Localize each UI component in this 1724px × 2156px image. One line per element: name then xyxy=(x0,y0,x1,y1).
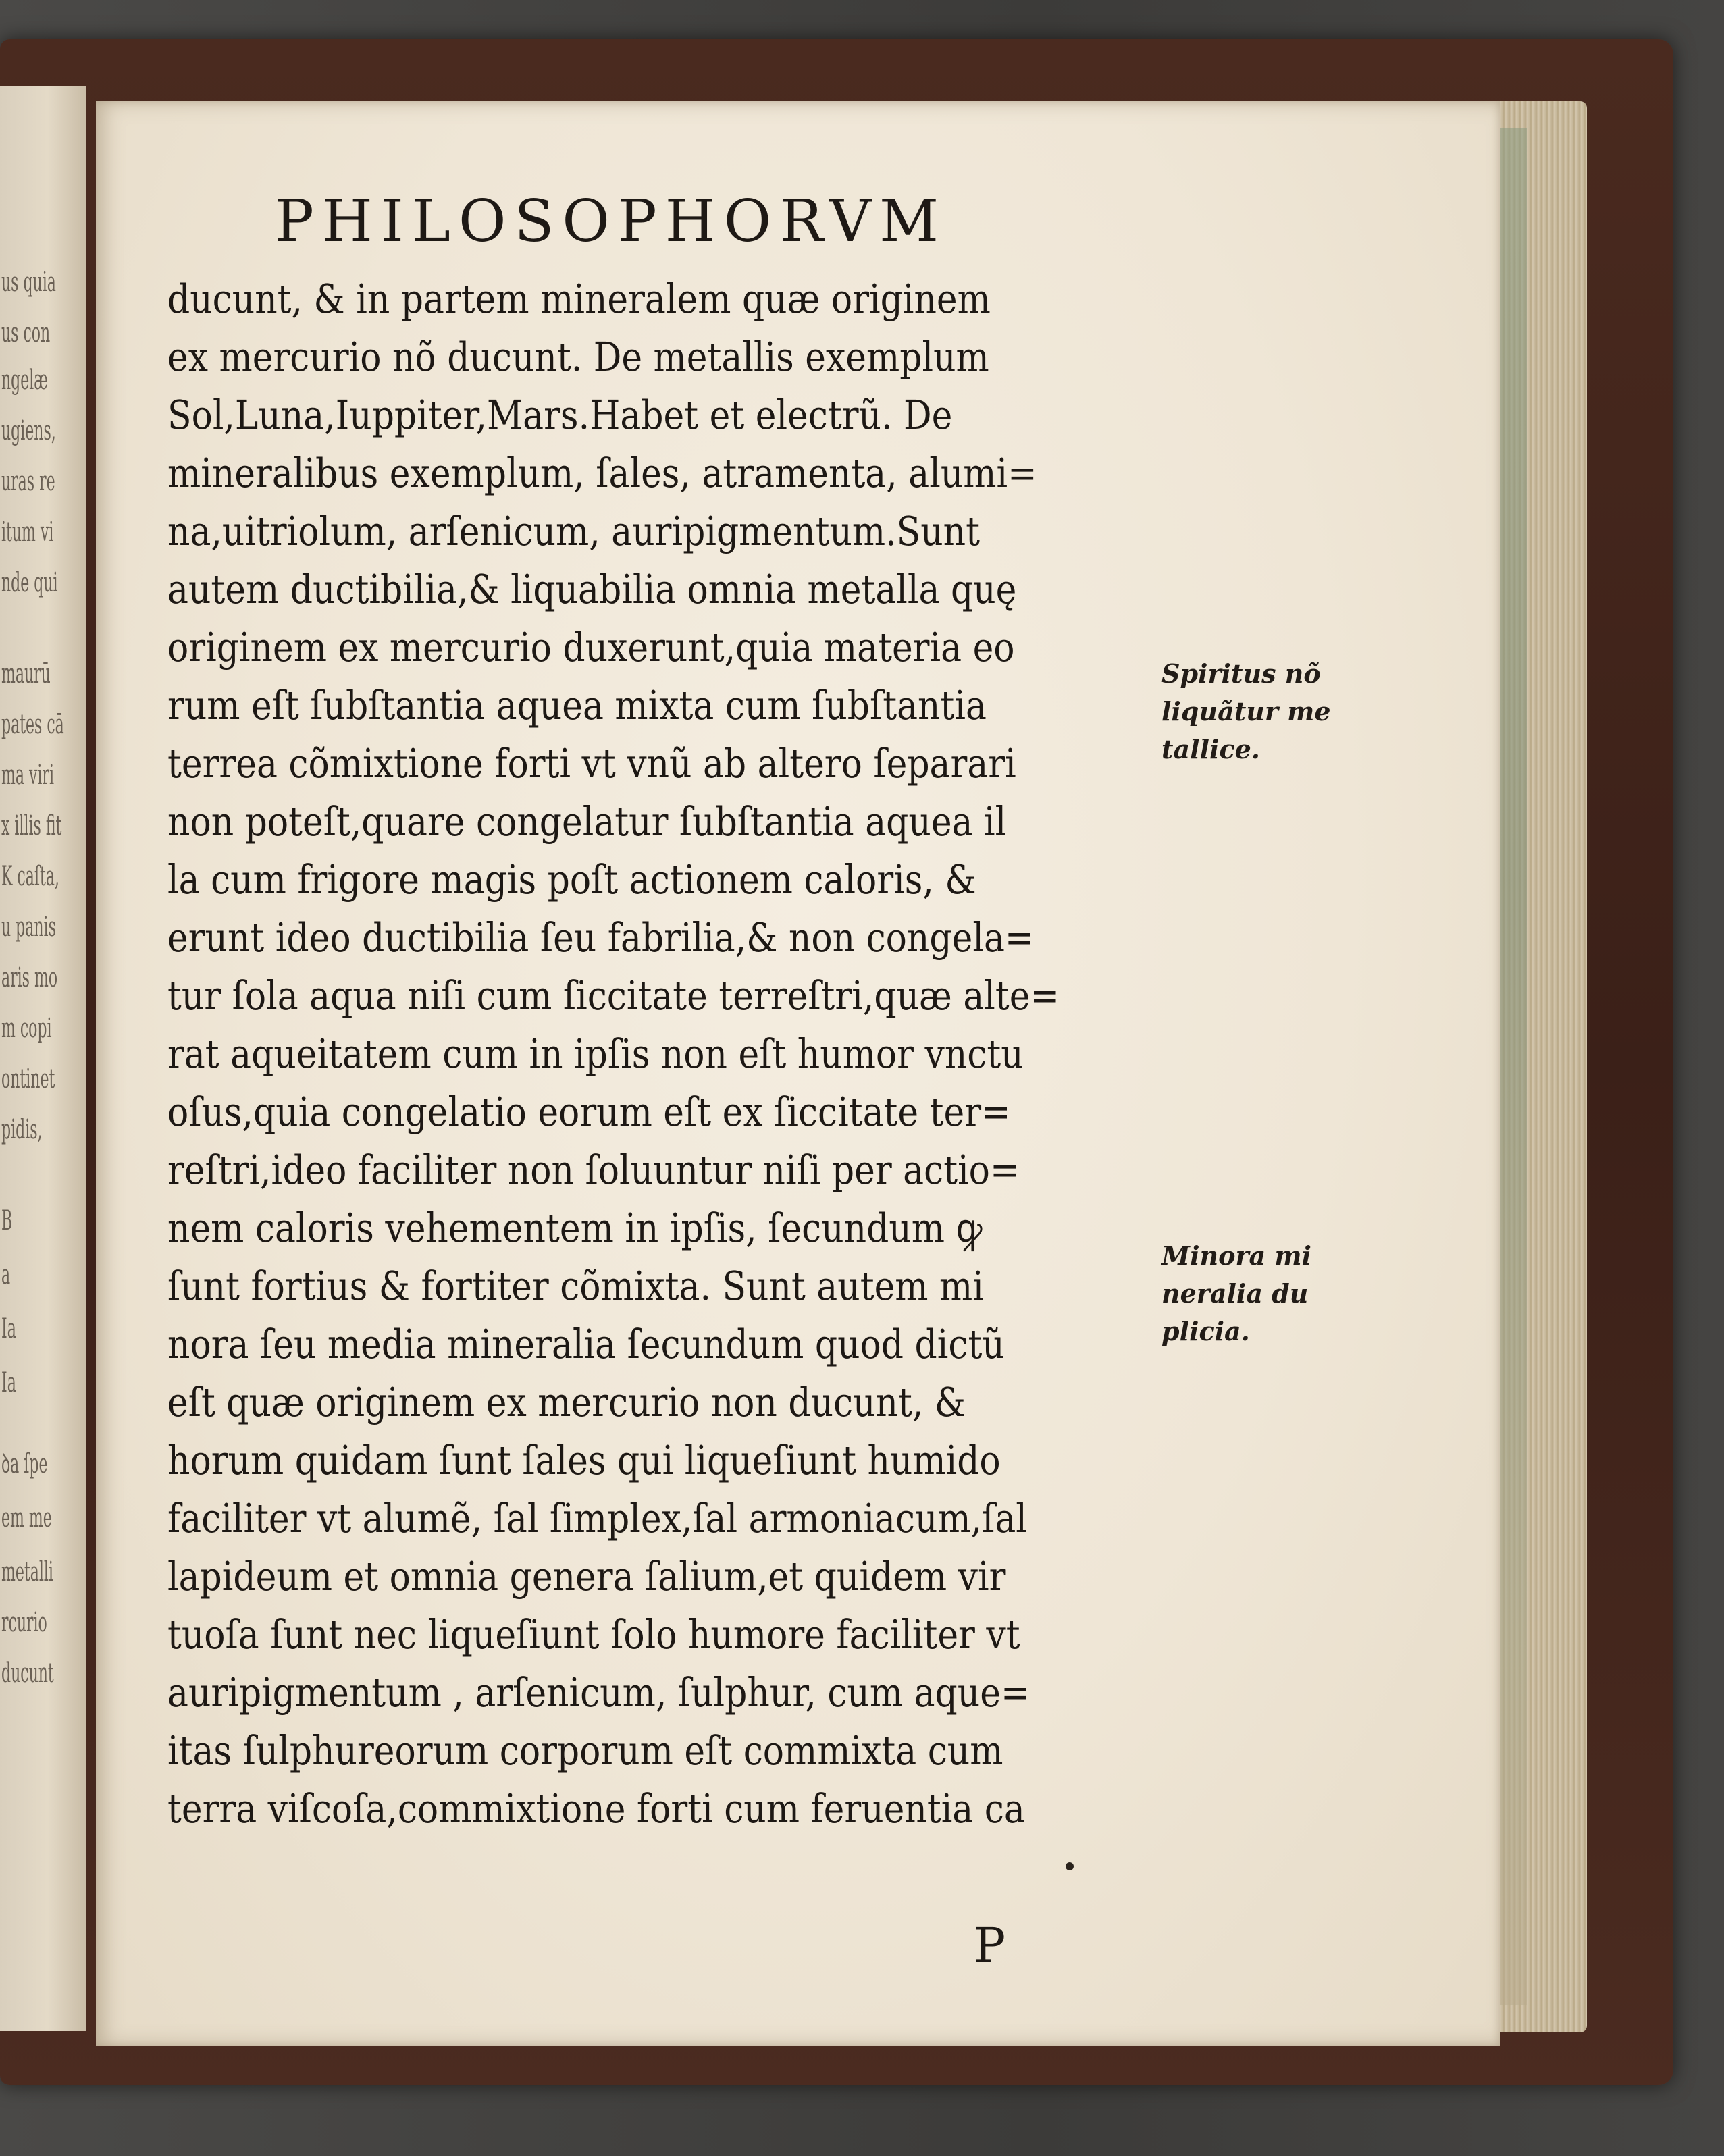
marginal-note-spiritus xyxy=(1161,655,1331,768)
text-line: originem ex mercurio duxerunt,quia materia eo xyxy=(167,624,1015,671)
text-line: faciliter vt alumẽ, ſal ſimplex,ſal armoniacum,ſal xyxy=(167,1495,1027,1542)
page-edge-tint xyxy=(1500,128,1527,2005)
facing-page-fragment: nde qui xyxy=(1,567,58,598)
marginal-note-line: tallice. xyxy=(1161,734,1261,764)
body-text xyxy=(167,270,1248,1838)
facing-page-fragment: uras re xyxy=(1,466,55,497)
signature-mark: P xyxy=(974,1918,1006,1973)
facing-page-fragment: rcurio xyxy=(1,1607,47,1638)
facing-page-fragment: itum vi xyxy=(1,517,54,548)
text-line: rat aqueitatem cum in ipſis non eſt humor vnctu xyxy=(167,1030,1024,1077)
marginal-note-minora xyxy=(1161,1237,1311,1350)
facing-page-fragment: ꝺa ſpe xyxy=(1,1448,48,1479)
text-line: auripigmentum , arſenicum, ſulphur, cum aque= xyxy=(167,1669,1030,1716)
facing-page-fragment: m copi xyxy=(1,1013,52,1044)
text-line: horum quidam ſunt ſales qui liqueſiunt humido xyxy=(167,1437,1001,1483)
facing-page-fragment: ducunt xyxy=(1,1658,54,1689)
text-line: ducunt, & in partem mineralem quæ originem xyxy=(167,275,991,322)
text-line: terra viſcoſa,commixtione forti cum feruentia ca xyxy=(167,1785,1025,1832)
facing-page-fragment: ma viri xyxy=(1,760,54,791)
facing-page-fragment: pates cā xyxy=(1,709,64,740)
marginal-note-line: Spiritus nõ xyxy=(1161,658,1321,689)
facing-page-fragment: ngelæ xyxy=(1,365,48,396)
facing-page-fragment: x illis fit xyxy=(1,810,62,841)
text-line: la cum frigore magis poſt actionem caloris, & xyxy=(167,856,976,903)
text-line: erunt ideo ductibilia ſeu fabrilia,& non congela= xyxy=(167,914,1035,961)
facing-page xyxy=(0,86,86,2031)
marginal-note-line: plicia. xyxy=(1161,1316,1250,1346)
facing-page-fragment: us quia xyxy=(1,267,56,298)
facing-page-fragment: ugiens, xyxy=(1,415,56,446)
facing-page-fragment: pidis, xyxy=(1,1114,43,1145)
text-line: ſunt fortius & fortiter cõmixta. Sunt autem mi xyxy=(167,1263,984,1309)
book-page xyxy=(96,101,1500,2046)
text-line: na,uitriolum, arſenicum, auripigmentum.Sunt xyxy=(167,508,980,554)
facing-page-fragment: K caſta, xyxy=(1,861,59,892)
text-line: oſus,quia congelatio eorum eſt ex ſiccitate ter= xyxy=(167,1088,1011,1135)
text-line: nora ſeu media mineralia ſecundum quod dictũ xyxy=(167,1321,1005,1367)
facing-page-fragment: ontinet xyxy=(1,1063,55,1095)
facing-page-fragment: us con xyxy=(1,317,51,348)
facing-page-fragment: metalli xyxy=(1,1556,53,1587)
text-line: rum eſt ſubſtantia aquea mixta cum ſubſtantia xyxy=(167,682,987,729)
facing-page-fragment: maurū xyxy=(1,658,51,689)
facing-page-fragment: a xyxy=(1,1259,11,1290)
text-line: ex mercurio nõ ducunt. De metallis exemplum xyxy=(167,334,989,380)
facing-page-fragment: B xyxy=(1,1205,13,1236)
running-head: PHILOSOPHORVM xyxy=(275,188,947,255)
marginal-note-line: Minora mi xyxy=(1161,1240,1311,1271)
text-line: nem caloris vehementem in ipſis, ſecundum ꝙ xyxy=(167,1205,983,1251)
text-line: reſtri,ideo faciliter non ſoluuntur niſi per actio= xyxy=(167,1147,1020,1193)
marginal-note-line: liquãtur me xyxy=(1161,696,1331,727)
text-line: eſt quæ originem ex mercurio non ducunt, & xyxy=(167,1379,966,1425)
text-line: terrea cõmixtione forti vt vnũ ab altero ſeparari xyxy=(167,740,1016,787)
text-line: tuoſa ſunt nec liqueſiunt ſolo humore faciliter vt xyxy=(167,1611,1020,1658)
marginal-note-line: neralia du xyxy=(1161,1278,1309,1309)
text-line: mineralibus exemplum, ſales, atramenta, alumi= xyxy=(167,450,1037,496)
facing-page-fragment: em me xyxy=(1,1502,52,1533)
text-line: autem ductibilia,& liquabilia omnia metalla quę xyxy=(167,566,1017,612)
facing-page-fragment: u panis xyxy=(1,912,56,943)
facing-page-fragment: Ia xyxy=(1,1367,16,1398)
text-line: itas ſulphureorum corporum eſt commixta cum xyxy=(167,1727,1003,1774)
text-line: lapideum et omnia genera ſalium,et quidem vir xyxy=(167,1553,1006,1600)
facing-page-fragment: aris mo xyxy=(1,962,58,993)
text-line: Sol,Luna,Iuppiter,Mars.Habet et electrũ. De xyxy=(167,392,953,438)
text-line: tur ſola aqua niſi cum ſiccitate terreſtri,quæ alte= xyxy=(167,972,1060,1019)
text-line: non poteſt,quare congelatur ſubſtantia aquea il xyxy=(167,798,1007,845)
facing-page-fragment: Ia xyxy=(1,1313,16,1344)
